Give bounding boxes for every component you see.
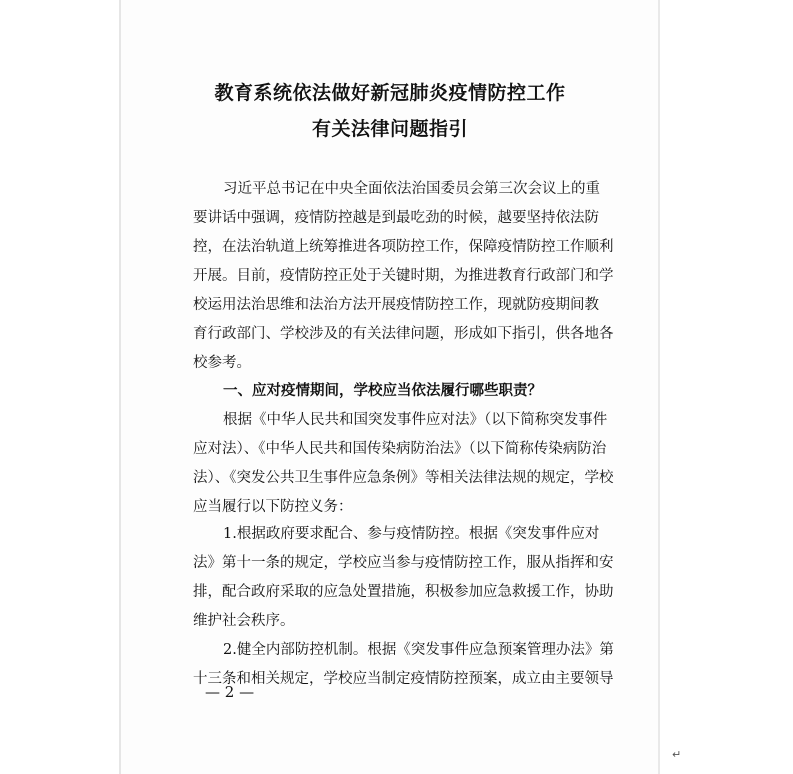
paragraph-line: 2.健全内部防控机制。根据《突发事件应急预案管理办法》第 bbox=[223, 642, 614, 658]
paragraph-line: 应对法）、《中华人民共和国传染病防治法》（以下简称传染病防治 bbox=[193, 441, 607, 457]
paragraph-line: 法》第十一条的规定，学校应当参与疫情防控工作，服从指挥和安 bbox=[193, 555, 614, 571]
paragraph-line: 习近平总书记在中央全面依法治国委员会第三次会议上的重 bbox=[223, 181, 600, 197]
paragraph-line: 育行政部门、学校涉及的有关法律问题，形成如下指引，供各地各 bbox=[193, 326, 614, 342]
paragraph-line: 根据《中华人民共和国突发事件应对法》（以下简称突发事件 bbox=[223, 412, 608, 428]
paragraph-line: 应当履行以下防控义务： bbox=[193, 499, 353, 515]
paragraph-line: 1.根据政府要求配合、参与疫情防控。根据《突发事件应对 bbox=[223, 526, 600, 542]
paragraph-line: 维护社会秩序。 bbox=[193, 613, 295, 629]
page-number: — 2 — bbox=[205, 683, 255, 701]
paragraph-line: 校运用法治思维和法治方法开展疫情防控工作，现就防疫期间教 bbox=[193, 297, 599, 313]
paragraph-line: 控，在法治轨道上统筹推进各项防控工作，保障疫情防控工作顺利 bbox=[193, 239, 614, 255]
paragraph-line: 开展。目前，疫情防控正处于关键时期，为推进教育行政部门和学 bbox=[193, 268, 614, 284]
paragraph-line: 十三条和相关规定，学校应当制定疫情防控预案，成立由主要领导 bbox=[193, 671, 614, 687]
paragraph-line: 校参考。 bbox=[193, 355, 251, 371]
paragraph-line: 法）、《突发公共卫生事件应急条例》等相关法律法规的规定，学校 bbox=[193, 470, 614, 486]
return-mark-icon: ↵ bbox=[672, 748, 682, 761]
section-heading: 一、应对疫情期间，学校应当依法履行哪些职责？ bbox=[223, 383, 542, 399]
paragraph-line: 排，配合政府采取的应急处置措施，积极参加应急救援工作，协助 bbox=[193, 584, 614, 600]
document-title-line-2: 有关法律问题指引 bbox=[311, 118, 468, 140]
document-title-line-1: 教育系统依法做好新冠肺炎疫情防控工作 bbox=[214, 82, 566, 104]
paragraph-line: 要讲话中强调，疫情防控越是到最吃劲的时候，越要坚持依法防 bbox=[193, 210, 599, 226]
